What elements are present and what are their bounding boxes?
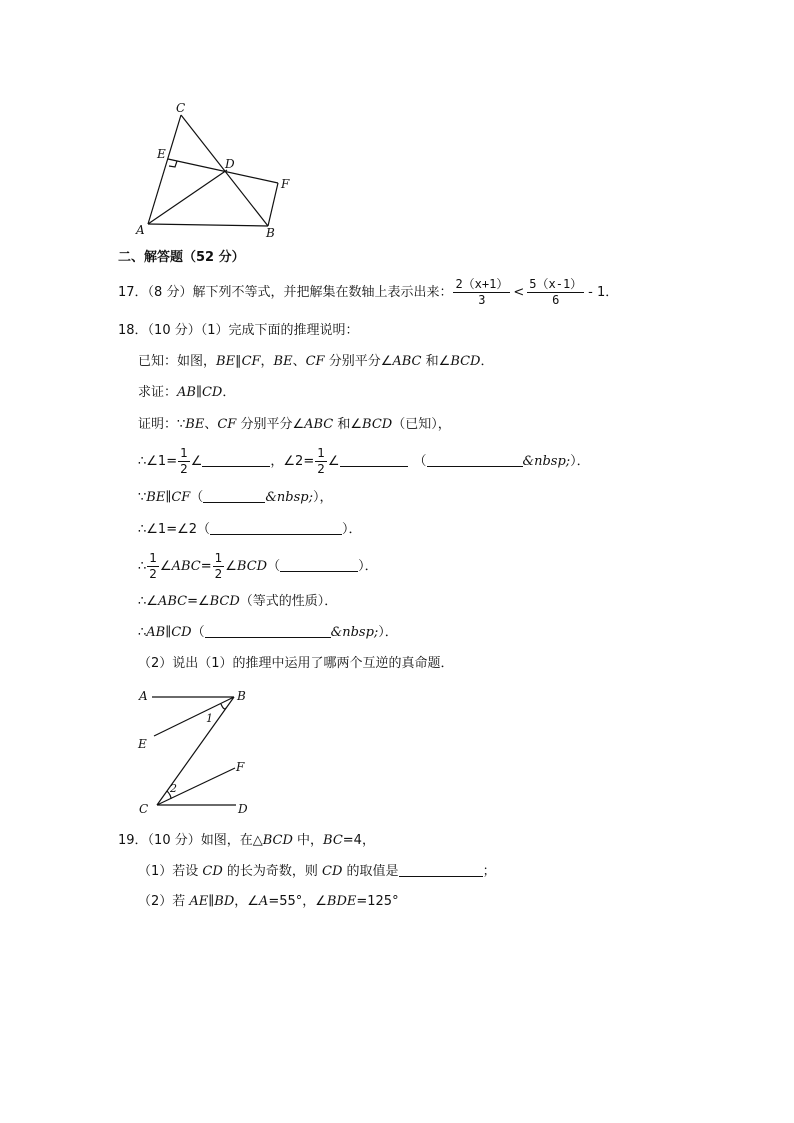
label-a: A bbox=[136, 223, 145, 237]
q18-proof-start: 证明：∵BE、CF 分别平分∠ABC 和∠BCD（已知）， bbox=[138, 417, 451, 432]
answer-blank-8[interactable] bbox=[399, 863, 483, 877]
label-f: F bbox=[236, 760, 245, 774]
answer-blank-1[interactable] bbox=[202, 453, 270, 467]
label-d: D bbox=[225, 157, 235, 171]
q19-part-2: （2）若 AE∥BD，∠A=55°，∠BDE=125° bbox=[138, 894, 399, 909]
q18-proof-line-5: ∴∠ABC=∠BCD（等式的性质）． bbox=[138, 594, 338, 609]
q19-part-1: （1）若设 CD 的长为奇数，则 CD 的取值是 ； bbox=[138, 864, 496, 879]
q17-less-than: < bbox=[513, 285, 525, 300]
q17-prefix: 17．（8 分）解下列不等式，并把解集在数轴上表示出来： bbox=[118, 285, 453, 300]
q18-part-2: （2）说出（1）的推理中运用了哪两个互逆的真命题． bbox=[138, 656, 454, 671]
answer-blank-6[interactable] bbox=[280, 558, 358, 572]
answer-blank-4[interactable] bbox=[203, 489, 265, 503]
label-b: B bbox=[266, 226, 275, 240]
q17-suffix: - 1． bbox=[588, 285, 619, 300]
q17-fraction-1: $\frac{2(x+1)}{3}$ bbox=[455, 277, 509, 307]
parallel-lines-figure bbox=[130, 683, 265, 818]
half-fraction: $\frac{1}{2}$ bbox=[149, 551, 157, 581]
section-title: 二、解答题（52 分） bbox=[118, 250, 245, 265]
q18-given: 已知：如图，BE∥CF，BE、CF 分别平分∠ABC 和∠BCD． bbox=[138, 354, 494, 369]
half-fraction: $\frac{1}{2}$ bbox=[317, 446, 325, 476]
q18-proof-line-3: ∴∠1=∠2（ ）． bbox=[138, 522, 362, 537]
label-c: C bbox=[176, 101, 186, 115]
angle-2-label: 2 bbox=[170, 782, 177, 795]
label-c: C bbox=[139, 802, 149, 816]
label-a: A bbox=[139, 689, 148, 703]
q18-proof-line-4: ∴ $\frac{1}{2}$ ∠ABC= $\frac{1}{2}$ ∠BCD（ ）． bbox=[138, 551, 378, 581]
label-f: F bbox=[281, 177, 290, 191]
q18-proof-line-2: ∵BE∥CF（ &nbsp;）， bbox=[138, 490, 333, 505]
q18-proof-line-1: ∴∠1= $\frac{1}{2}$ ∠ ，∠2= $\frac{1}{2}$ ∠ （ &nbsp;）． bbox=[138, 446, 590, 476]
angle-1-label: 1 bbox=[206, 712, 213, 725]
answer-blank-2[interactable] bbox=[340, 453, 408, 467]
label-b: B bbox=[237, 689, 246, 703]
answer-blank-5[interactable] bbox=[210, 521, 342, 535]
answer-blank-7[interactable] bbox=[205, 624, 331, 638]
label-e: E bbox=[138, 737, 147, 751]
question-19-head: 19．（10 分）如图，在△BCD 中，BC=4， bbox=[118, 833, 375, 848]
q17-fraction-2: $\frac{5(x-1)}{6}$ bbox=[529, 277, 583, 307]
q18-proof-line-6: ∴AB∥CD（ &nbsp;）． bbox=[138, 625, 398, 640]
triangle-figure-1 bbox=[130, 95, 305, 245]
label-d: D bbox=[238, 802, 248, 816]
half-fraction: $\frac{1}{2}$ bbox=[214, 551, 223, 581]
half-fraction: $\frac{1}{2}$ bbox=[180, 446, 188, 476]
label-e: E bbox=[157, 147, 166, 161]
q18-prove: 求证：AB∥CD． bbox=[138, 385, 236, 400]
answer-blank-3[interactable] bbox=[427, 453, 523, 467]
question-18-head: 18．（10 分）（1）完成下面的推理说明： bbox=[118, 323, 359, 338]
question-17 bbox=[118, 277, 618, 308]
